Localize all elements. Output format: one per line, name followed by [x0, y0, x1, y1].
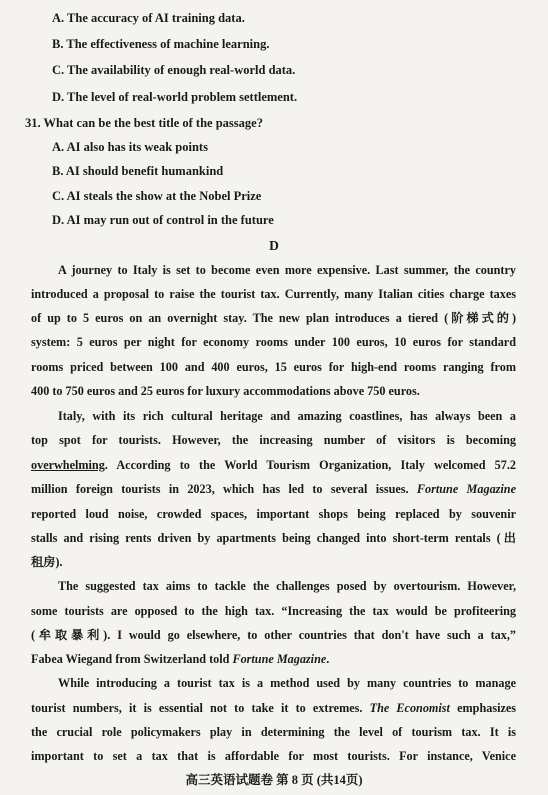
passage-line: 租房).	[31, 555, 63, 569]
passage-line: 400 to 750 euros and 25 euros for luxury accommodations above 750 euros.	[31, 384, 420, 398]
passage-line: A journey to Italy is set to become even more expensive. Last summer, the country	[58, 263, 516, 277]
passage-line: While introducing a tourist tax is a method used by many countries to manage	[58, 676, 516, 690]
passage-line: the crucial role policymakers play in determining the level of tourism tax. It is	[31, 725, 516, 739]
underlined-word: overwhelming	[31, 458, 105, 472]
passage-line: stalls and rising rents driven by apartments being changed into short-term rentals (出	[31, 531, 516, 545]
passage-line: important to set a tax that is affordable for most tourists. For instance, Venice	[31, 749, 516, 763]
magazine-title: Fortune Magazine	[416, 482, 516, 496]
magazine-title: Fortune Magazine	[232, 652, 327, 666]
passage-line: million foreign tourists in 2023, which has led to several issues. Fortune Magazine	[31, 482, 516, 496]
q31-option-a: A. AI also has its weak points	[52, 140, 208, 154]
page-footer: 高三英语试题卷 第 8 页 (共14页)	[185, 773, 363, 787]
passage-line: tourist numbers, it is essential not to take it to extremes. The Economist emphasizes	[31, 701, 516, 715]
passage-line: The suggested tax aims to tackle the challenges posed by overtourism. However,	[58, 579, 516, 593]
passage-line: reported loud noise, crowded spaces, important shops being replaced by souvenir	[31, 507, 516, 521]
q31-option-b: B. AI should benefit humankind	[52, 164, 224, 178]
passage-line: of up to 5 euros on an overnight stay. The new plan introduces a tiered (阶梯式的)	[31, 311, 516, 325]
passage-line: overwhelming. According to the World Tourism Organization, Italy welcomed 57.2	[31, 458, 516, 472]
passage-line: system: 5 euros per night for economy rooms under 100 euros, 10 euros for standard	[31, 335, 516, 349]
passage-line: some tourists are opposed to the high tax. “Increasing the tax would be profiteering	[31, 604, 516, 618]
passage-line: top spot for tourists. However, the increasing number of visitors is becoming	[31, 433, 516, 447]
question-31-stem: 31. What can be the best title of the passage?	[25, 116, 263, 130]
passage-line: introduced a proposal to raise the tourist tax. Currently, many Italian cities charge taxes	[31, 287, 516, 301]
passage-line: Fabea Wiegand from Switzerland told Fortune Magazine.	[31, 652, 330, 666]
q31-option-c: C. AI steals the show at the Nobel Prize	[52, 189, 262, 203]
q31-option-d: D. AI may run out of control in the future	[52, 213, 274, 227]
prev-option-d: D. The level of real-world problem settlement.	[52, 90, 298, 104]
passage-line: rooms priced between 100 and 400 euros, 15 euros for high-end rooms ranging from	[31, 360, 516, 374]
prev-option-c: C. The availability of enough real-world data.	[52, 63, 296, 77]
prev-option-a: A. The accuracy of AI training data.	[52, 11, 245, 25]
prev-option-b: B. The effectiveness of machine learning.	[52, 37, 270, 51]
passage-line: Italy, with its rich cultural heritage and amazing coastlines, has always been a	[58, 409, 516, 423]
section-label: D	[269, 238, 279, 253]
magazine-title: The Economist	[369, 701, 450, 715]
passage-line: (牟取暴利). I would go elsewhere, to other countries that don't have such a tax,”	[31, 628, 516, 642]
